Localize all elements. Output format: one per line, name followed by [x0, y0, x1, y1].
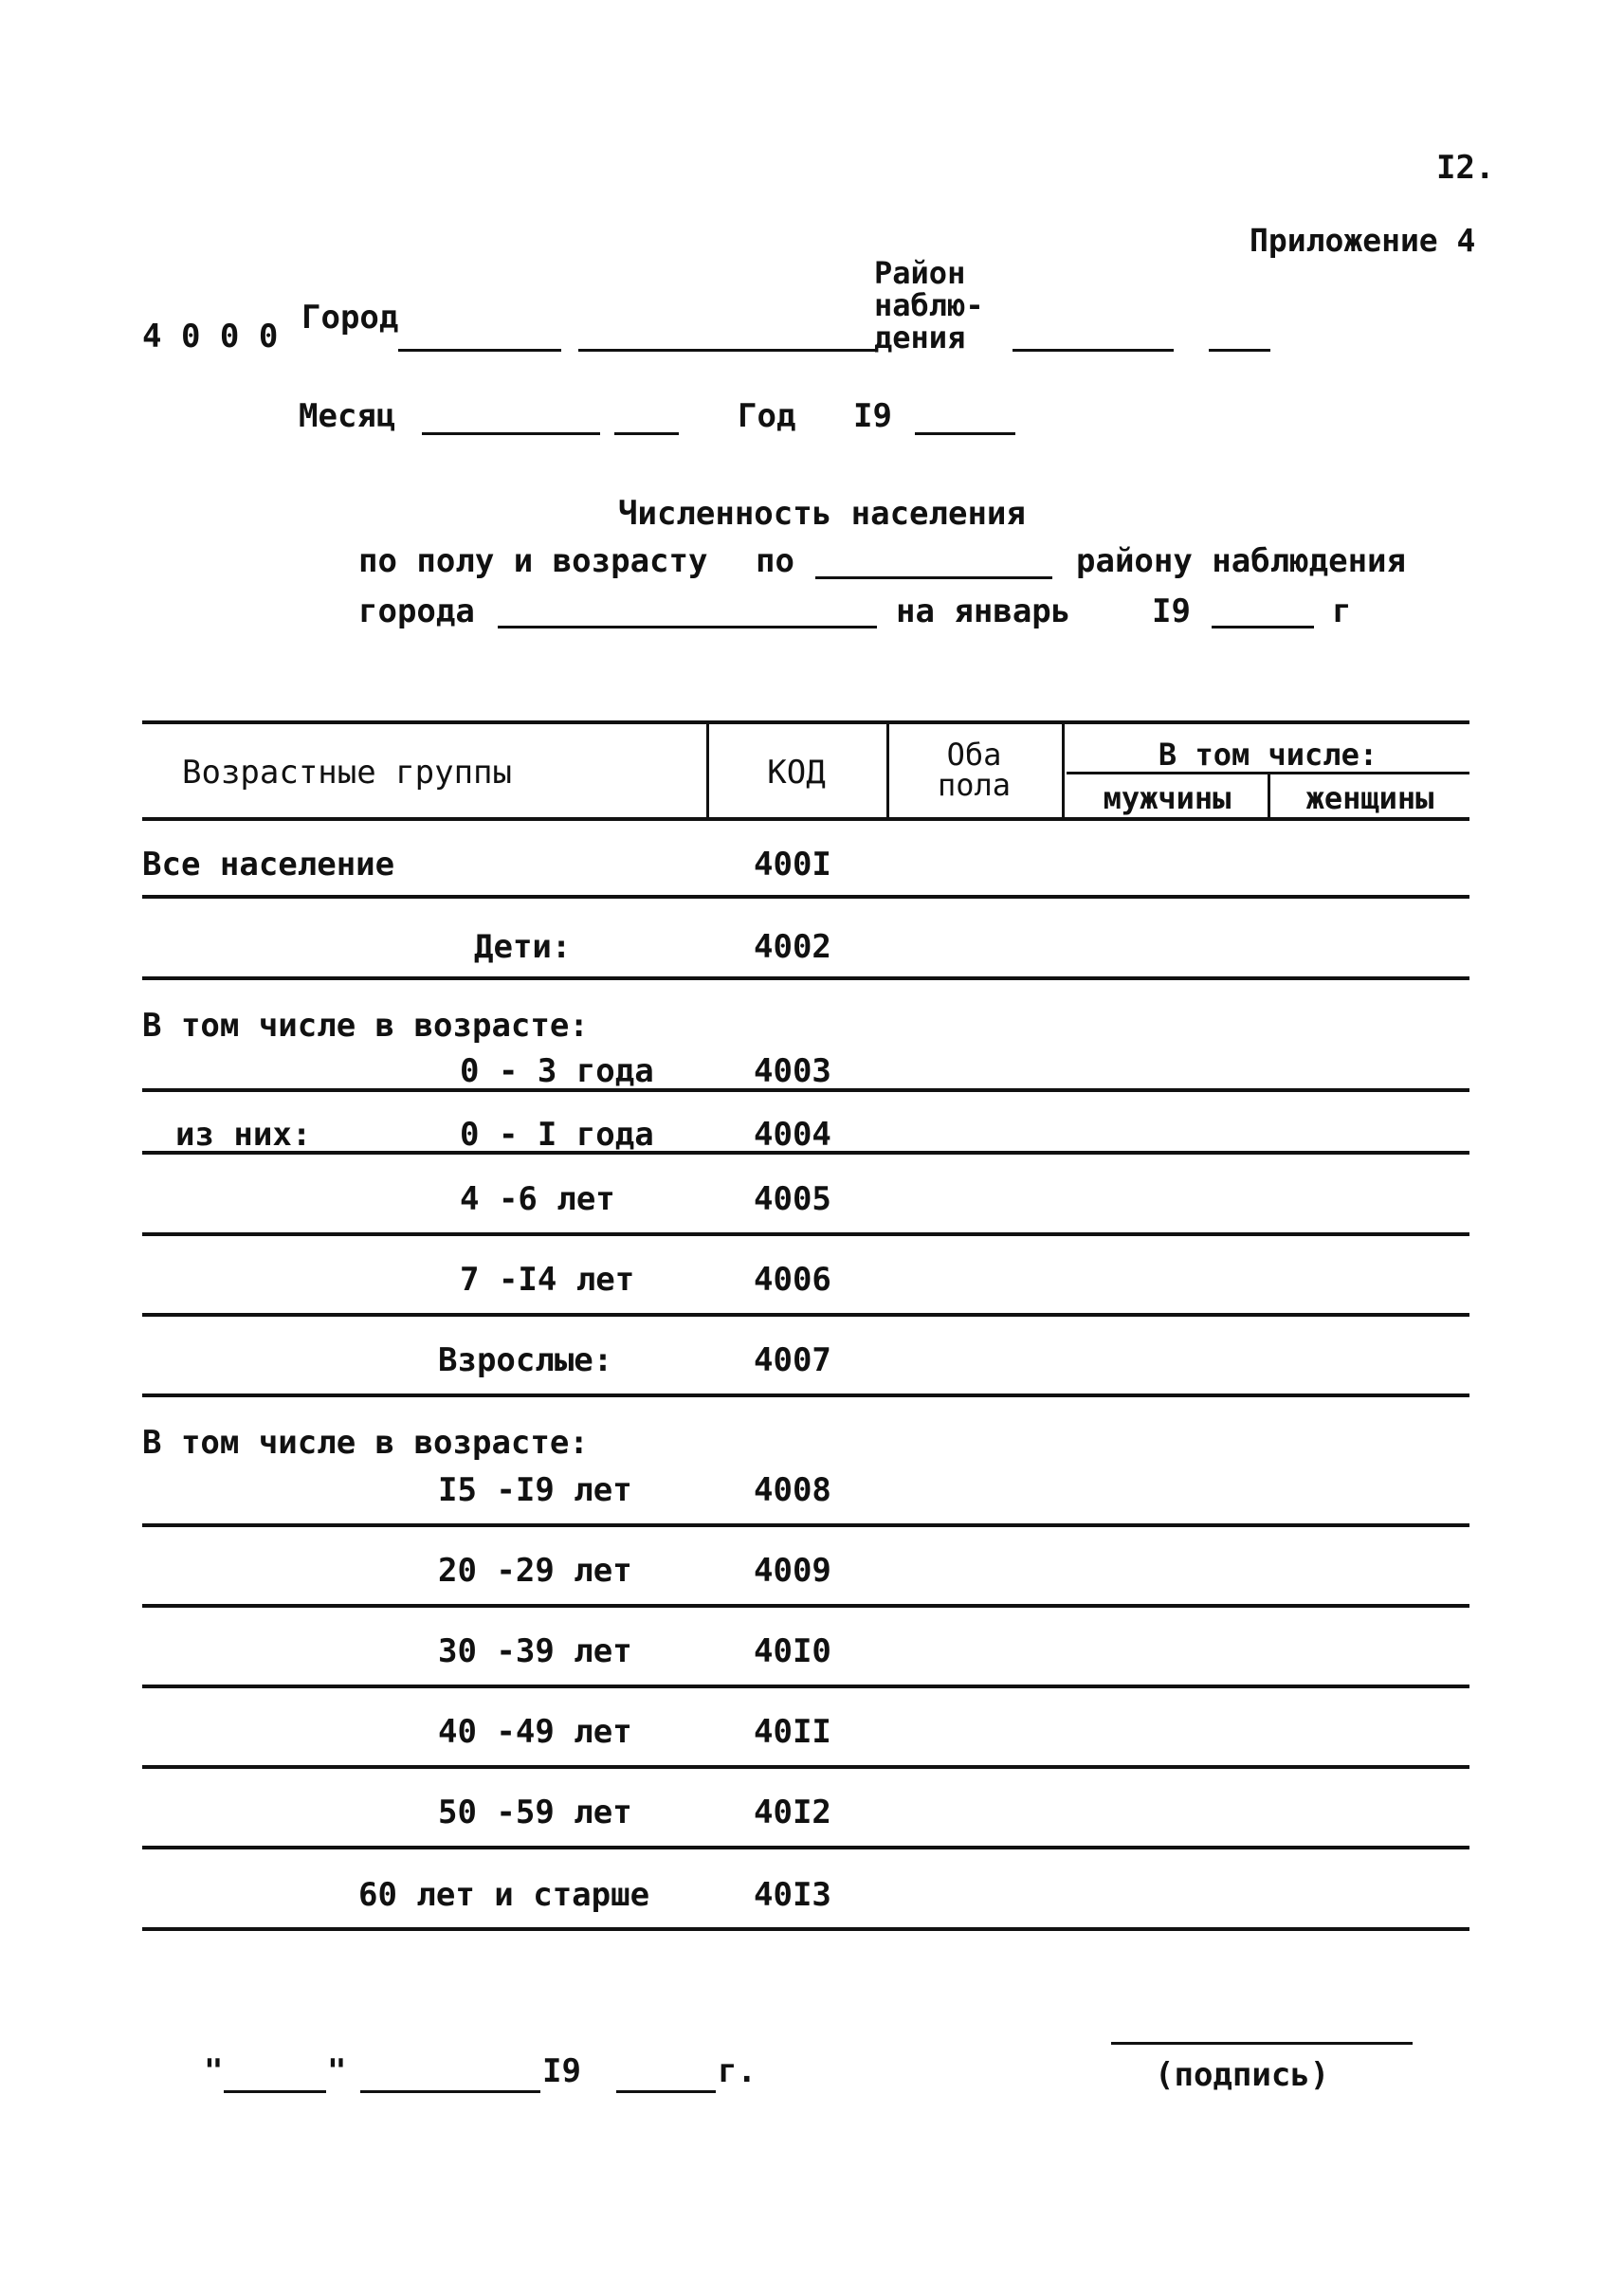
page-number: I2. [1436, 149, 1495, 187]
col-header-age-groups: Возрастные группы [182, 754, 512, 792]
year-prefix: I9 [853, 397, 892, 435]
district-blank-1[interactable] [1013, 349, 1174, 352]
row-code-0-3: 4003 [754, 1052, 831, 1090]
row-label-40-49: 40 -49 лет [438, 1713, 632, 1751]
signature-label: (подпись) [1155, 2056, 1330, 2094]
row-code-total: 400I [754, 846, 831, 883]
title-city-blank[interactable] [498, 626, 877, 628]
year-blank[interactable] [915, 432, 1015, 435]
date-month-blank[interactable] [360, 2090, 540, 2093]
col-divider-3 [1062, 722, 1065, 819]
date-day-blank[interactable] [224, 2090, 326, 2093]
signature-line[interactable] [1111, 2042, 1413, 2045]
title-line2b: по [756, 542, 794, 580]
title-line1: Численность населения [618, 495, 1026, 533]
row-label-children: Дети: [474, 928, 572, 966]
row-rule [142, 1088, 1469, 1092]
city-label: Город [301, 299, 399, 337]
row-rule [142, 1313, 1469, 1317]
district-label-2: наблю- [874, 287, 984, 323]
row-rule [142, 1151, 1469, 1155]
row-rule [142, 1232, 1469, 1236]
row-prefix-of-them: из них: [175, 1116, 312, 1154]
col-header-including: В том числе: [1158, 737, 1378, 773]
city-blank-2[interactable] [578, 349, 877, 352]
district-label-1: Район [874, 255, 966, 291]
col-header-code: КОД [767, 754, 826, 792]
row-code-7-14: 4006 [754, 1261, 831, 1299]
col-header-men: мужчины [1103, 780, 1232, 816]
row-rule [142, 1846, 1469, 1849]
row-label-0-3: 0 - 3 года [460, 1052, 654, 1090]
month-blank-1[interactable] [422, 432, 600, 435]
row-rule [142, 976, 1469, 980]
table-top-rule [142, 720, 1469, 724]
table-header-bottom-rule [142, 817, 1469, 821]
month-blank-2[interactable] [614, 432, 679, 435]
col-header-both-1: Оба [946, 737, 1002, 773]
row-label-total: Все население [142, 846, 395, 883]
title-line2a: по полу и возрасту [358, 542, 708, 580]
row-code-50-59: 40I2 [754, 1794, 831, 1831]
district-label-3: дения [874, 319, 966, 355]
row-code-adults: 4007 [754, 1341, 831, 1379]
col-header-both-2: пола [937, 767, 1012, 803]
row-rule [142, 1765, 1469, 1769]
title-year-blank[interactable] [1212, 626, 1314, 628]
title-line3a: города [358, 592, 475, 630]
title-line3d: г [1332, 592, 1352, 630]
title-line2c: району наблюдения [1076, 542, 1406, 580]
section-label-adults-age: В том числе в возрасте: [142, 1424, 589, 1462]
row-code-children: 4002 [754, 928, 831, 966]
row-code-40-49: 40II [754, 1713, 831, 1751]
section-label-children-age: В том числе в возрасте: [142, 1007, 589, 1045]
title-district-blank[interactable] [815, 576, 1052, 579]
row-code-0-1: 4004 [754, 1116, 831, 1154]
row-code-60-plus: 40I3 [754, 1876, 831, 1914]
date-quote-close: " [327, 2052, 347, 2090]
row-rule [142, 1393, 1469, 1397]
month-label: Месяц [299, 397, 396, 435]
row-code-20-29: 4009 [754, 1552, 831, 1590]
row-rule [142, 895, 1469, 899]
row-code-4-6: 4005 [754, 1180, 831, 1218]
row-label-60-plus: 60 лет и старше [358, 1876, 650, 1914]
row-label-15-19: I5 -I9 лет [438, 1471, 632, 1509]
row-code-15-19: 4008 [754, 1471, 831, 1509]
date-quote-open: " [204, 2052, 224, 2090]
appendix-label: Приложение 4 [1250, 222, 1476, 259]
date-year-suffix: г. [718, 2052, 757, 2090]
row-label-30-39: 30 -39 лет [438, 1632, 632, 1670]
row-label-20-29: 20 -29 лет [438, 1552, 632, 1590]
district-blank-2[interactable] [1209, 349, 1270, 352]
title-line3b: на январь [896, 592, 1071, 630]
date-year-blank[interactable] [616, 2090, 716, 2093]
title-line3c: I9 [1152, 592, 1191, 630]
col-header-women: женщины [1305, 780, 1434, 816]
row-code-30-39: 40I0 [754, 1632, 831, 1670]
row-rule [142, 1685, 1469, 1688]
row-rule [142, 1604, 1469, 1608]
row-rule [142, 1523, 1469, 1527]
table-bottom-rule [142, 1927, 1469, 1931]
year-label: Год [738, 397, 796, 435]
row-label-50-59: 50 -59 лет [438, 1794, 632, 1831]
row-label-4-6: 4 -6 лет [460, 1180, 615, 1218]
row-label-7-14: 7 -I4 лет [460, 1261, 635, 1299]
row-label-0-1: 0 - I года [460, 1116, 654, 1154]
city-blank-1[interactable] [398, 349, 561, 352]
form-code: 4 0 0 0 [142, 318, 279, 355]
date-year-prefix: I9 [542, 2052, 581, 2090]
row-label-adults: Взрослые: [438, 1341, 613, 1379]
